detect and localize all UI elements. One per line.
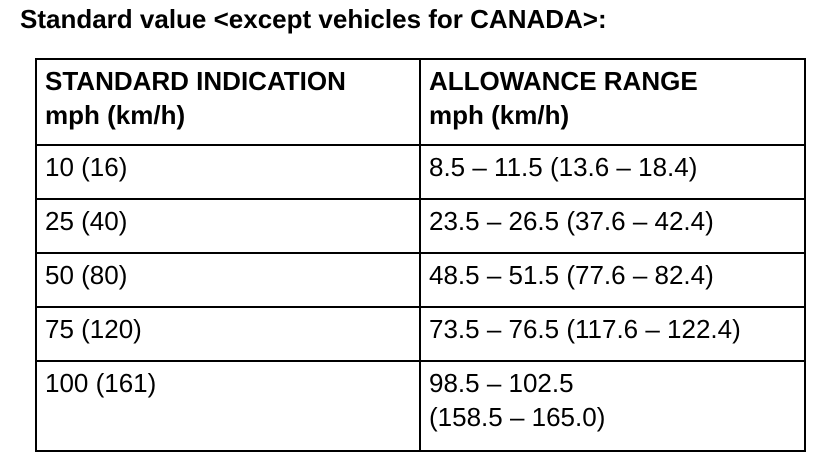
- standard-cell: 25 (40): [36, 199, 420, 253]
- range-cell-line: 73.5 – 76.5 (117.6 – 122.4): [429, 314, 741, 344]
- page-title: Standard value <except vehicles for CANADA>:: [20, 4, 607, 34]
- standard-cell: 100 (161): [36, 361, 420, 451]
- range-cell: [420, 145, 805, 199]
- range-cell: [420, 199, 805, 253]
- header-standard-indication: [36, 59, 420, 145]
- range-cell-line: 48.5 – 51.5 (77.6 – 82.4): [429, 260, 714, 290]
- range-cell-line: 98.5 – 102.5: [429, 368, 574, 398]
- standard-cell: 10 (16): [36, 145, 420, 199]
- standard-cell: 75 (120): [36, 307, 420, 361]
- header-allowance-range-label: ALLOWANCE RANGE: [429, 66, 698, 96]
- table-row: [36, 145, 805, 199]
- header-standard-indication-label: STANDARD INDICATION: [45, 66, 346, 96]
- speedometer-standard-table: [35, 58, 806, 452]
- standard-cell: 50 (80): [36, 253, 420, 307]
- table-row: [36, 307, 805, 361]
- range-cell: [420, 253, 805, 307]
- header-standard-indication-unit: mph (km/h): [45, 100, 186, 130]
- table-row: [36, 253, 805, 307]
- range-cell: [420, 307, 805, 361]
- header-allowance-range: [420, 59, 805, 145]
- table-row: [36, 199, 805, 253]
- header-allowance-range-unit: mph (km/h): [429, 100, 570, 130]
- table-row: [36, 361, 805, 451]
- range-cell-line: 23.5 – 26.5 (37.6 – 42.4): [429, 206, 714, 236]
- range-cell: [420, 361, 805, 451]
- range-cell-line: 8.5 – 11.5 (13.6 – 18.4): [429, 152, 698, 182]
- table-header-row: [36, 59, 805, 145]
- range-cell-line-2: (158.5 – 165.0): [429, 402, 606, 432]
